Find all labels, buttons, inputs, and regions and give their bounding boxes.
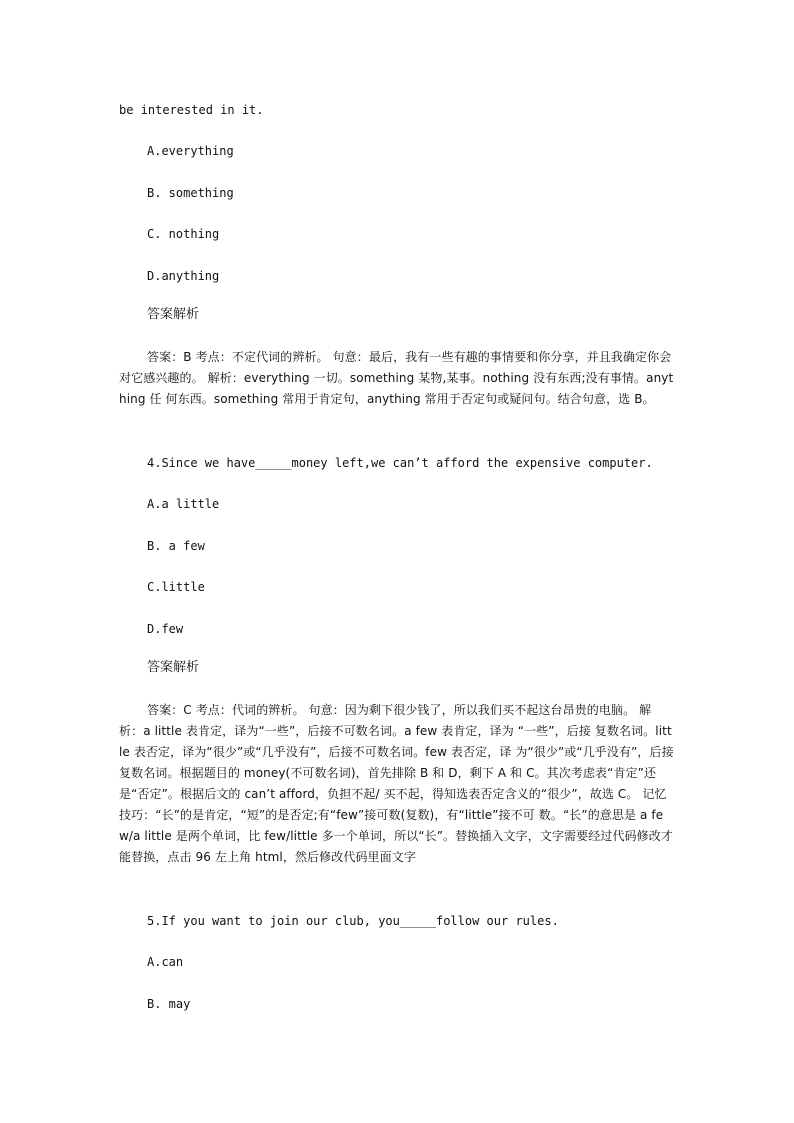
q3-explanation: 答案：B 考点：不定代词的辨析。 句意：最后，我有一些有趣的事情要和你分享，并且我确定你会对它感兴趣的。 解析：everything 一切。something 某物,某事。nothing 没有东西;没有事情。anything 任 何东西。something 常用于肯定句，anything 常用于否定句或疑问句。结合句意，选 B。: [119, 350, 674, 406]
q4-stem: 4.Since we have_____money left,we can’t afford the expensive computer.: [147, 456, 653, 470]
q3-stem-tail: be interested in it.: [119, 103, 264, 117]
q3-answer-label: 答案解析: [147, 307, 200, 322]
q5-stem: 5.If you want to join our club, you_____follow our rules.: [147, 914, 559, 928]
q4-option-c: C.little: [147, 580, 205, 594]
q3-option-a: A.everything: [147, 144, 234, 158]
q4-option-a: A.a little: [147, 497, 220, 511]
q3-option-d: D.anything: [147, 269, 220, 283]
q4-answer-label: 答案解析: [147, 660, 200, 675]
q4-option-d: D.few: [147, 622, 184, 636]
q3-option-c: C. nothing: [147, 227, 220, 241]
q4-option-b: B. a few: [147, 539, 205, 553]
q5-option-b: B. may: [147, 997, 191, 1011]
q3-option-b: B. something: [147, 186, 234, 200]
q4-explanation: 答案：C 考点：代词的辨析。 句意：因为剩下很少钱了，所以我们买不起这台昂贵的电脑。 解析：a little 表肯定，译为“一些”，后接不可数名词。a few 表肯定，译为 “一些”，后接 复数名词。little 表否定，译为“很少”或“几乎没有”，后接不可数名词。few 表否定，译 为“很少”或“几乎没有”，后接复数名词。根据题目的 money(不可数名词)，首先排除 B 和 D，剩下 A 和 C。其次考虑表“肯定”还是“否定”。根据后文的 can’t afford，负担不起/ 买不起，得知选表否定含义的“很少”，故选 C。 记忆技巧：“长”的是肯定，“短”的是否定;有“few”接可数(复数)，有“little”接不可 数。“长”的意思是 a few/a little 是两个单词，比 few/little 多一个单词，所以“长”。替换插入文字，文字需要经过代码修改才能替换，点击 96 左上角 html，然后修改代码里面文字: [119, 703, 674, 864]
q5-option-a: A.can: [147, 955, 184, 969]
